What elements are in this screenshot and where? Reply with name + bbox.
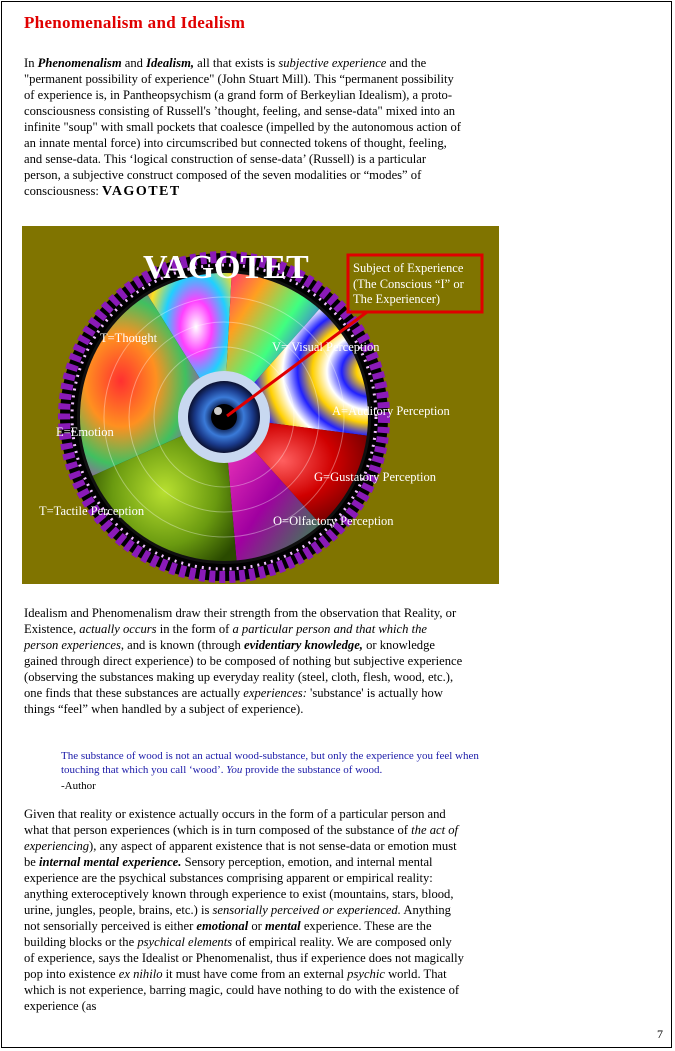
label-tactile: T=Tactile Perception: [39, 504, 145, 518]
callout-line-2: (The Conscious “I” or: [353, 277, 464, 291]
text-run-bold-italic: Phenomenalism: [37, 56, 122, 70]
body-paragraph-3: [24, 806, 464, 1014]
text-run: ), any aspect of apparent existence that is not sense-data or emotion must be: [24, 839, 457, 869]
vagotet-term: VAGOTET: [102, 184, 181, 199]
text-run: 'substance' is actually how things “feel” when handled by a subject of experience).: [24, 686, 443, 716]
text-run: and the "permanent possibility of experience" (John Stuart Mill). This “permanent possibility of experience is, in Pantheopsychism (a grand form of Berkeylian Idealism), a proto-consciousness consisting of Russell's ’thought, feeling, and sense-data" mixed into an infinite "soup" with small pockets that coalesce (impelled by the autonomous action of an innate mental force) into circumscribed but connected tokens of thought, feeling, and sense-data. This ‘logical construction of sense-data’ (Russell) is a particular person, a subjective construct composed of the seven modalities or “modes” of consciousness:: [24, 56, 461, 198]
text-run-italic: the act of experiencing: [24, 823, 459, 853]
text-run-bold-italic: mental: [265, 919, 301, 933]
text-run-italic: psychic: [347, 967, 385, 981]
text-run: or: [248, 919, 265, 933]
text-run-italic: subjective experience: [278, 56, 387, 70]
text-run-italic: ex nihilo: [118, 967, 163, 981]
text-run: , and is known (through: [120, 638, 245, 652]
text-run-italic: You: [226, 764, 243, 776]
text-run: or knowledge gained through direct experience) to be composed of nothing but subjective experience (observing the substances making up everyday reality (steel, cloth, flesh, wood, etc.), one finds that these substances are actually: [24, 638, 463, 700]
text-run-bold-italic: emotional: [196, 919, 249, 933]
text-run: The substance of wood is not an actual wood-substance, but only the experience you feel when touching that which you call ‘wood’.: [61, 750, 479, 776]
eye-highlight: [214, 407, 222, 415]
quote-author: -Author: [61, 780, 96, 792]
intro-paragraph: [24, 55, 464, 200]
text-run: Idealism and Phenomenalism draw their strength from the observation that Reality, or Existence,: [24, 606, 457, 636]
text-run-italic: a particular person and that which the person experiences: [24, 622, 427, 652]
text-run: provide the substance of wood.: [242, 764, 383, 776]
eye-pupil: [211, 404, 237, 430]
callout-line-1: Subject of Experience: [353, 261, 464, 275]
label-gustatory: G=Gustatory Perception: [314, 470, 436, 484]
text-run: Sensory perception, emotion, and internal mental experience are the psychical substances comprising apparent or empirical reality: anything exteroceptively known through experience to exist (mountains, stars, blood, urine, jungles, people, brains, etc.) is: [24, 855, 454, 917]
text-run-bold-italic: internal mental experience.: [39, 855, 182, 869]
text-run: in the form of: [156, 622, 233, 636]
text-run-italic: sensorially perceived or experienced.: [212, 903, 401, 917]
figure-heading: VAGOTET: [143, 249, 309, 286]
label-visual: V= Visual Perception: [272, 340, 380, 354]
text-run-bold-italic: Idealism,: [146, 56, 195, 70]
text-run-italic: psychical elements: [137, 935, 233, 949]
page-number: 7: [657, 1027, 663, 1041]
text-run: Given that reality or existence actually occurs in the form of a particular person and what that person experiences (which is in turn composed of the substance of: [24, 807, 446, 837]
label-thought: T=Thought: [100, 331, 158, 345]
text-run: and: [121, 56, 147, 70]
text-run-italic: experiences:: [243, 686, 307, 700]
vagotet-figure: [22, 226, 499, 584]
body-paragraph-2: [24, 605, 464, 717]
text-run: experience. These are the building blocks or the: [24, 919, 432, 949]
text-run: it must have come from an external: [162, 967, 348, 981]
text-run-bold-italic: evidentiary knowledge,: [244, 638, 363, 652]
page-title: Phenomenalism and Idealism: [24, 13, 246, 32]
text-run: all that exists is: [194, 56, 279, 70]
callout-line-3: The Experiencer): [353, 292, 441, 306]
label-emotion: E=Emotion: [56, 425, 114, 439]
text-run-italic: actually occurs: [79, 622, 157, 636]
block-quote: [61, 749, 501, 777]
text-run: of empirical reality. We are composed only of experience, says the Idealist or Phenomenalist, thus if experience does not magically pop into existence: [24, 935, 464, 981]
text-run: In: [24, 56, 38, 70]
label-olfactory: O=Olfactory Perception: [273, 514, 394, 528]
text-run: world. That which is not experience, barring magic, could have nothing to do with the existence of experience (as: [24, 967, 460, 1013]
label-auditory: A=Auditory Perception: [332, 404, 450, 418]
text-run: Anything not sensorially perceived is either: [24, 903, 451, 933]
